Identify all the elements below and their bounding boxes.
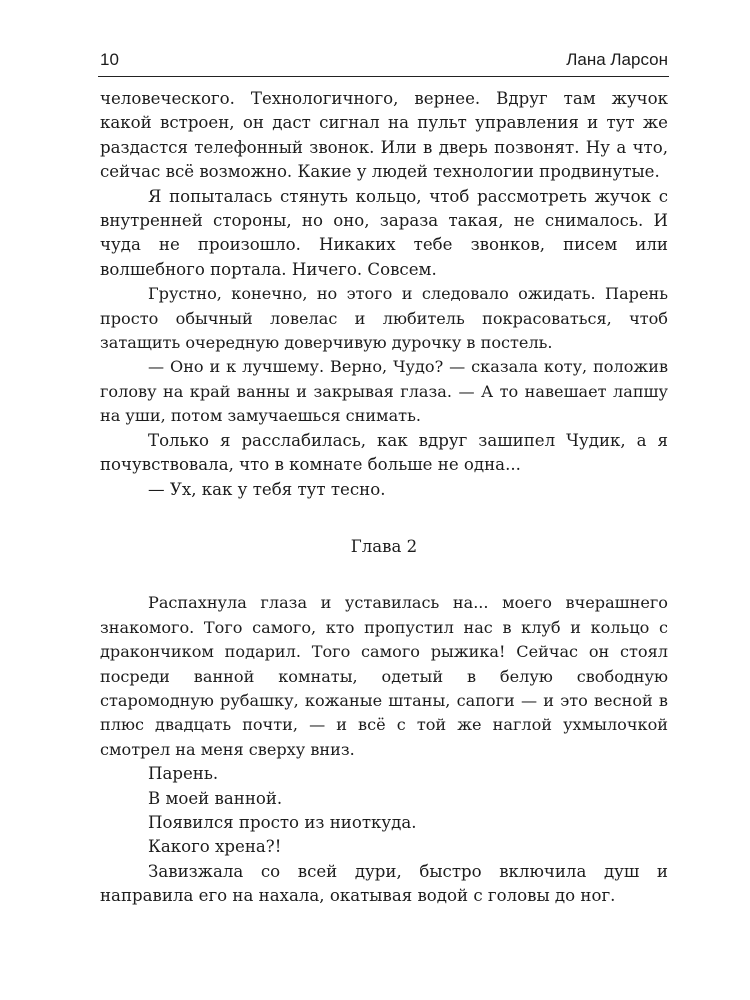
- paragraph: Грустно, конечно, но этого и следовало ожидать. Парень просто обычный ловелас и любитель покрасоваться, чтоб затащить очередную доверчивую дурочку в постель.: [100, 284, 668, 353]
- paragraph: Я попыталась стянуть кольцо, чтоб рассмотреть жучок с внутренней стороны, но оно, зараза такая, не снималось. И чуда не произошло. Никаких тебе звонков, писем или волшебного портала. Ничего. Совсем.: [100, 186, 668, 279]
- running-head: [100, 50, 668, 74]
- paragraph: человеческого. Технологичного, вернее. Вдруг там жучок какой встроен, он даст сигнал на пульт управления и тут же раздастся телефонный звонок. Или в дверь позвонят. Ну а что, сейчас всё возможно. Какие у людей технологии продвинутые.: [100, 89, 668, 182]
- page-number: 10: [100, 50, 119, 69]
- header-rule: [98, 76, 669, 77]
- paragraph: Только я расслабилась, как вдруг зашипел Чудик, а я почувствовала, что в комнате больше не одна...: [100, 430, 668, 475]
- paragraph: Завизжала со всей дури, быстро включила душ и направила его на нахала, окатывая водой с головы до ног.: [100, 861, 668, 906]
- paragraph: Парень.: [148, 764, 219, 784]
- paragraph: Распахнула глаза и уставилась на... моего вчерашнего знакомого. Того самого, кто пропустил нас в клуб и кольцо с дракончиком подарил. Того самого рыжика! Сейчас он стоял посреди ванной комнаты, одетый в белую свободную старомодную рубашку, кожаные штаны, сапоги — и это весной в плюс двадцать почти, — и всё с той же наглой ухмылочкой смотрел на меня сверху вниз.: [100, 593, 668, 759]
- paragraph: — Оно и к лучшему. Верно, Чудо? — сказала коту, положив голову на край ванны и закрывая глаза. — А то навешает лапшу на уши, потом замучаешься снимать.: [100, 357, 668, 426]
- body-text: [100, 87, 668, 909]
- paragraph: В моей ванной.: [148, 788, 283, 808]
- chapter-title: Глава 2: [350, 536, 418, 556]
- paragraph: Какого хрена?!: [148, 837, 282, 857]
- author-name: Лана Ларсон: [566, 50, 668, 69]
- paragraph: Появился просто из ниоткуда.: [148, 812, 417, 832]
- paragraph: — Ух, как у тебя тут тесно.: [148, 479, 386, 499]
